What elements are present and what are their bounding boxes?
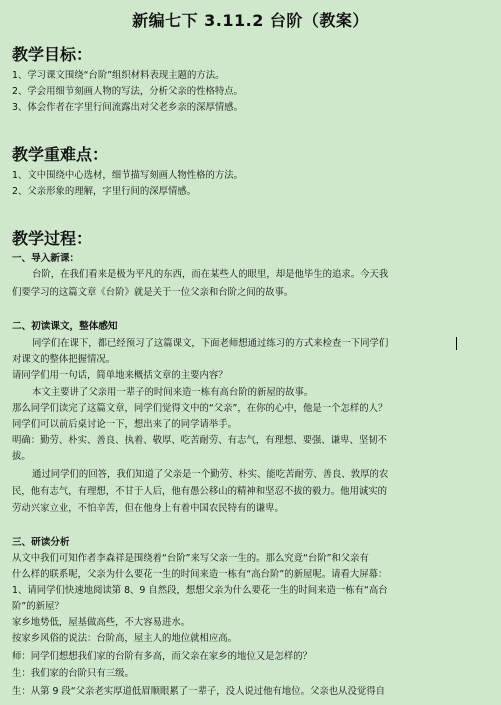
part3-line-7: 师：同学们想想我们家的台阶有多高，而父亲在家乡的地位又是怎样的？ <box>12 651 313 662</box>
part3-line-3: 1、请同学们快速地阅读第 8、9 自然段，想想父亲为什么要花一生的时间来造一栋有“高台 <box>12 585 388 596</box>
part2-line-10: 民，他有志气，有理想，不甘于人后，他有愚公移山的精神和坚忍不拔的毅力。他用诚实的 <box>12 486 388 497</box>
part2-heading: 二、初读课文，整体感知 <box>12 321 118 332</box>
part3-line-9: 生：从第 9 段“父亲老实厚道低眉顺眼累了一辈子，没人说过他有地位。父亲也从没觉得自 <box>12 686 386 697</box>
part2-line-7: 明确：勤劳、朴实、善良、执着、敬厚、吃苦耐劳、有志气，有理想、要强、谦卑、坚韧不 <box>12 435 388 446</box>
text-cursor <box>456 337 457 350</box>
part3-line-5: 家乡地势低，屋基做高些，不大容易进水。 <box>12 617 191 628</box>
goals-item-2: 2、学会用细节刻画人物的写法，分析父亲的性格特点。 <box>12 86 243 97</box>
part2-line-1: 同学们在课下，都已经预习了这篇课文，下面老师想通过练习的方式来检查一下同学们 <box>32 338 389 349</box>
part3-line-4: 阶”的新屋？ <box>12 601 64 612</box>
part3-line-2: 什么样的联系呢，父亲为什么要花一生的时间来造一栋有“高台阶”的新屋呢。请看大屏幕： <box>12 569 388 580</box>
document-title: 新编七下 3.11.2 台阶（教案） <box>132 11 369 30</box>
goals-heading: 教学目标： <box>12 45 93 64</box>
goals-item-1: 1、学习课文围绕“台阶”组织材料表现主题的方法。 <box>12 70 225 81</box>
part2-line-2: 对课文的整体把握情况。 <box>12 354 116 365</box>
part1-line-1: 台阶，在我们看来是极为平凡的东西，而在某些人的眼里，却是他毕生的追求。今天我 <box>32 269 389 280</box>
part2-line-3: 请同学们用一句话，简单地来概括文章的主要内容？ <box>12 370 228 381</box>
part2-line-5: 那么同学们读完了这篇文章，同学们觉得文中的“父亲”，在你的心中，他是一个怎样的人？ <box>12 403 388 414</box>
part2-line-6: 同学们可以前后桌讨论一下，想出来了的同学请举手。 <box>12 419 238 430</box>
process-heading: 教学过程： <box>12 229 93 248</box>
part3-line-1: 从文中我们可知作者李森祥是围绕着“台阶”来写父亲一生的。那么究竟“台阶”和父亲有 <box>12 553 369 564</box>
part3-heading: 三、研读分析 <box>12 537 70 548</box>
keypoints-heading: 教学重难点： <box>12 145 109 164</box>
keypoints-item-2: 2、父亲形象的理解，字里行间的深厚情感。 <box>12 186 197 197</box>
keypoints-item-1: 1、文中围绕中心选材，细节描写刻画人物性格的方法。 <box>12 170 243 181</box>
part2-line-11: 劳动兴家立业，不怕辛苦，但在他身上有着中国农民特有的谦卑。 <box>12 503 284 514</box>
part3-line-6: 按家乡风俗的说法：台阶高，屋主人的地位就相应高。 <box>12 633 238 644</box>
part1-heading: 一、导入新课： <box>12 253 80 264</box>
part2-line-9: 通过同学们的回答，我们知道了父亲是一个勤劳、朴实、能吃苦耐劳、善良、敦厚的农 <box>32 469 389 480</box>
part1-line-2: 们要学习的这篇文章《台阶》就是关于一位父亲和台阶之间的故事。 <box>12 287 294 298</box>
part3-line-8: 生：我们家的台阶只有三级。 <box>12 668 134 679</box>
part2-line-8: 拔。 <box>12 451 31 462</box>
goals-item-3: 3、体会作者在字里行间流露出对父老乡亲的深厚情感。 <box>12 102 243 113</box>
part2-line-4: 本文主要讲了父亲用一辈子的时间来造一栋有高台阶的新屋的故事。 <box>32 387 314 398</box>
